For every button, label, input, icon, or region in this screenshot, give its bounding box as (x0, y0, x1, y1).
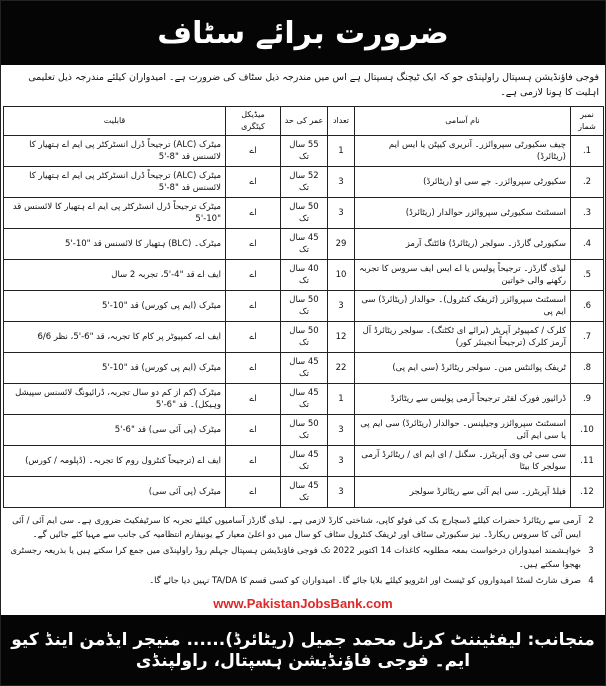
table-row (4, 477, 604, 508)
cell-count: 3 (328, 167, 355, 198)
header-age: عمر کی حد (281, 107, 328, 136)
cell-post: ٹریفک پوائنٹس مین۔ سولجر ریٹائرڈ (سی ایم پی) (355, 353, 571, 384)
cell-count: 3 (328, 446, 355, 477)
footer-banner (1, 615, 605, 685)
vacancy-table (3, 106, 604, 508)
table-row (4, 322, 604, 353)
cell-age: 45 سال تک (281, 384, 328, 415)
cell-count: 29 (328, 229, 355, 260)
header-serial: نمبر شمار (571, 107, 604, 136)
header-count: تعداد (328, 107, 355, 136)
cell-count: 22 (328, 353, 355, 384)
table-row (4, 198, 604, 229)
table-row (4, 384, 604, 415)
cell-medical: اے (226, 229, 281, 260)
cell-qualification: میٹرک ترجیحاً ڈرل انسٹرکٹر پی ایم اے ہتھیار کا لائسنس قد "10-'5 (4, 198, 226, 229)
title-banner (1, 1, 605, 65)
cell-qualification: ایف اے قد "4-'5، تجربہ 2 سال (4, 260, 226, 291)
cell-age: 52 سال تک (281, 167, 328, 198)
footer-text: منجانب: لیفٹیننٹ کرنل محمد جمیل (ریٹائرڈ)...... منیجر ایڈمن اینڈ کیو ایم۔ فوجی فاؤنڈیشن ہسپتال، راولپنڈی (11, 629, 595, 671)
cell-post: اسسٹنٹ سپروائزر وجیلینس۔ حوالدار (ریٹائرڈ) سی ایم پی یا سی ایم آئی (355, 415, 571, 446)
cell-count: 1 (328, 136, 355, 167)
cell-qualification: میٹرک (پی آئی سی) (4, 477, 226, 508)
cell-qualification: میٹرک (کم از کم دو سال تجربہ، ڈرائیونگ لائسنس سپیشل وہیکل)۔ قد "6-'5 (4, 384, 226, 415)
cell-medical: اے (226, 415, 281, 446)
cell-medical: اے (226, 198, 281, 229)
cell-serial: 1. (571, 136, 604, 167)
cell-age: 40 سال تک (281, 260, 328, 291)
watermark: www.PakistanJobsBank.com (213, 596, 393, 611)
cell-serial: 8. (571, 353, 604, 384)
cell-post: سی سی ٹی وی آپریٹرز۔ سگنل / ای ایم ای / ریٹائرڈ آرمی سولجر کا بیٹا (355, 446, 571, 477)
cell-post: اسسٹنٹ سپروائزر (ٹریفک کنٹرول)۔ حوالدار (ریٹائرڈ) سی ایم پی (355, 291, 571, 322)
cell-count: 3 (328, 477, 355, 508)
cell-count: 3 (328, 291, 355, 322)
cell-post: چیف سکیورٹی سپروائزر۔ آنریری کیپٹن یا ایس ایم (ریٹائرڈ) (355, 136, 571, 167)
table-row (4, 353, 604, 384)
table-row (4, 136, 604, 167)
cell-qualification: ایف اے (ترجیحاً کنٹرول روم کا تجربہ۔ (ڈپلومہ / کورس) (4, 446, 226, 477)
header-qualification: قابلیت (4, 107, 226, 136)
cell-qualification: میٹرک (ایم پی کورس) قد "10-'5 (4, 291, 226, 322)
cell-post: لیڈی گارڈز۔ ترجیحاً پولیس یا اے ایس ایف سروس کا تجربہ رکھنے والی خواتین (355, 260, 571, 291)
table-row (4, 291, 604, 322)
cell-count: 10 (328, 260, 355, 291)
cell-qualification: میٹرک (ALC) ترجیحاً ڈرل انسٹرکٹر پی ایم اے ہتھیار کا لائسنس قد "8-'5 (4, 167, 226, 198)
cell-qualification: میٹرک۔ (BLC) ہتھیار کا لائسنس قد "10-'5 (4, 229, 226, 260)
cell-age: 55 سال تک (281, 136, 328, 167)
cell-age: 50 سال تک (281, 415, 328, 446)
cell-medical: اے (226, 136, 281, 167)
cell-post: ڈرائیور فورک لفٹر ترجیحاً آرمی پولیس سے ریٹائرڈ (355, 384, 571, 415)
cell-serial: 7. (571, 322, 604, 353)
cell-age: 50 سال تک (281, 322, 328, 353)
table-header-row (4, 107, 604, 136)
cell-serial: 3. (571, 198, 604, 229)
cell-serial: 11. (571, 446, 604, 477)
cell-serial: 6. (571, 291, 604, 322)
cell-qualification: ایف اے، کمپیوٹر پر کام کا تجربہ، قد "6-'5، نظر 6/6 (4, 322, 226, 353)
cell-post: فیلڈ آپریٹرز۔ سی ایم آئی سے ریٹائرڈ سولجر (355, 477, 571, 508)
cell-serial: 5. (571, 260, 604, 291)
cell-medical: اے (226, 322, 281, 353)
cell-post: اسسٹنٹ سکیورٹی سپروائزر حوالدار (ریٹائرڈ) (355, 198, 571, 229)
cell-qualification: میٹرک (پی آئی سی) قد "6-'5 (4, 415, 226, 446)
cell-count: 3 (328, 198, 355, 229)
cell-medical: اے (226, 446, 281, 477)
cell-serial: 9. (571, 384, 604, 415)
intro-text: فوجی فاؤنڈیشن ہسپتال راولپنڈی جو کہ ایک ٹیچنگ ہسپتال ہے اس میں مندرجہ ذیل سٹاف کی ضرورت ہے۔ امیدواران کیلئے مندرجہ ذیل تعلیمی اہلیت کا ہونا لازمی ہے۔ (28, 72, 599, 98)
note-item (5, 574, 601, 588)
cell-age: 45 سال تک (281, 446, 328, 477)
note-item (5, 544, 601, 572)
cell-count: 12 (328, 322, 355, 353)
cell-age: 45 سال تک (281, 353, 328, 384)
cell-serial: 10. (571, 415, 604, 446)
cell-serial: 2. (571, 167, 604, 198)
table-row (4, 446, 604, 477)
note-text: آرمی سے ریٹائرڈ حضرات کیلئے ڈسچارج بک کی فوٹو کاپی، شناختی کارڈ لازمی ہے۔ لیڈی گارڈز آسامیوں کیلئے تجربہ کا سرٹیفکیٹ ضروری ہے۔ سی ایم آئی / آئی ایس آئی کا سروس ریکارڈ۔ نیز سکیورٹی سٹاف اور ٹریفک کنٹرول سٹاف کو سال میں دو اعلیٰ معیار کے یونیفارم انتظامیہ کی جانب سے مہیا کئے جائیں گے۔ (12, 516, 581, 540)
table-row (4, 167, 604, 198)
note-number: 4 (588, 576, 594, 586)
table-row (4, 260, 604, 291)
cell-medical: اے (226, 353, 281, 384)
cell-age: 45 سال تک (281, 229, 328, 260)
cell-serial: 4. (571, 229, 604, 260)
cell-qualification: میٹرک (ایم پی کورس) قد "10-'5 (4, 353, 226, 384)
cell-post: سکیورٹی گارڈز۔ سولجر (ریٹائرڈ) فائٹنگ آرمز (355, 229, 571, 260)
cell-count: 1 (328, 384, 355, 415)
cell-post: سکیورٹی سپروائزر۔ جے سی او (ریٹائرڈ) (355, 167, 571, 198)
table-row (4, 229, 604, 260)
note-text: خواہشمند امیدواران درخواست بمعہ مطلوبہ کاغذات 14 اکتوبر 2022 تک فوجی فاؤنڈیشن ہسپتال جہلم روڈ راولپنڈی میں جمع کرا سکتے ہیں یا بذریعہ رجسٹری بھجوا سکتے ہیں۔ (10, 546, 581, 570)
cell-age: 50 سال تک (281, 198, 328, 229)
cell-qualification: میٹرک (ALC) ترجیحاً ڈرل انسٹرکٹر پی ایم اے ہتھیار کا لائسنس قد "8-'5 (4, 136, 226, 167)
cell-post: کلرک / کمپیوٹر آپریٹر (برائے ای ٹکٹنگ)۔ سولجر ریٹائرڈ آل آرمز کلرک (ترجیحاً انجینئر کور) (355, 322, 571, 353)
cell-medical: اے (226, 477, 281, 508)
header-medical: میڈیکل کیٹگری (226, 107, 281, 136)
ad-title: ضرورت برائے سٹاف (157, 15, 449, 51)
header-post: نام آسامی (355, 107, 571, 136)
cell-age: 45 سال تک (281, 477, 328, 508)
cell-serial: 12. (571, 477, 604, 508)
table-row (4, 415, 604, 446)
cell-medical: اے (226, 167, 281, 198)
cell-age: 50 سال تک (281, 291, 328, 322)
notes-section (5, 514, 601, 590)
note-number: 3 (588, 546, 594, 556)
cell-medical: اے (226, 260, 281, 291)
note-number: 2 (588, 516, 594, 526)
note-text: صرف شارٹ لسٹڈ امیدواروں کو ٹیسٹ اور انٹرویو کیلئے بلایا جائے گا۔ امیدواران کو کسی قسم کا TA/DA نہیں دیا جائے گا۔ (149, 576, 581, 586)
cell-medical: اے (226, 291, 281, 322)
cell-medical: اے (226, 384, 281, 415)
cell-count: 3 (328, 415, 355, 446)
